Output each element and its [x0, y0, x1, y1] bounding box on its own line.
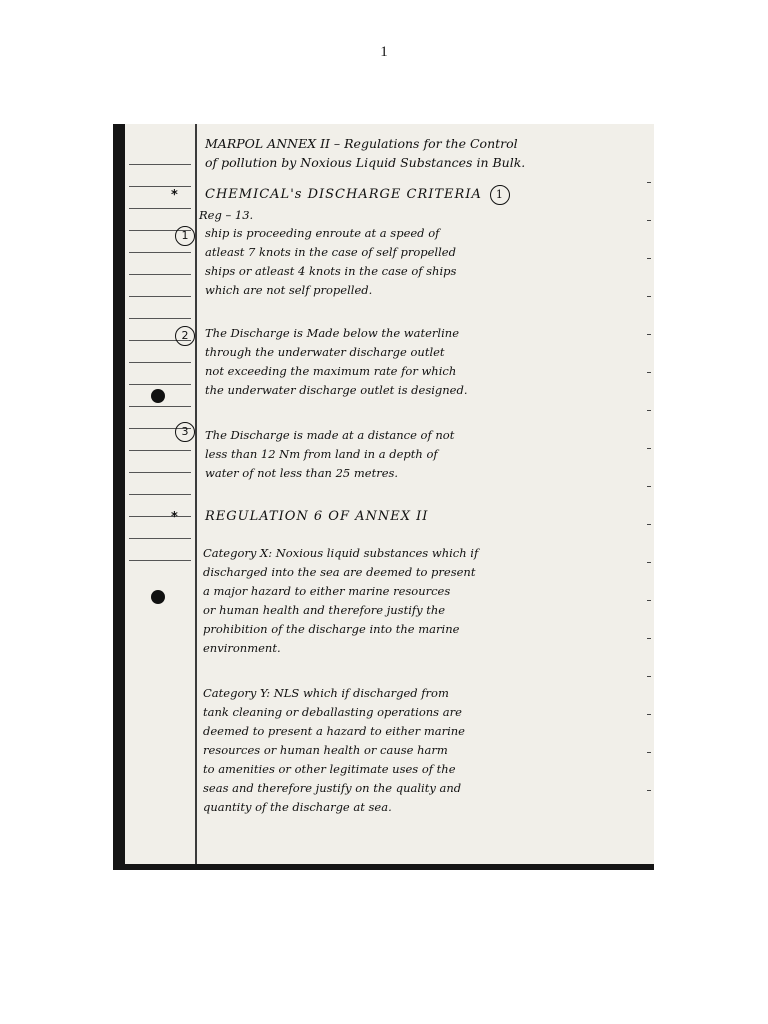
criterion-line: The Discharge is Made below the waterline [205, 326, 459, 340]
regulation-6-heading: REGULATION 6 OF ANNEX II [205, 509, 429, 524]
criterion-line: less than 12 Nm from land in a depth of [205, 447, 438, 461]
margin-rule [129, 516, 191, 517]
category-x [203, 544, 641, 658]
criterion-line: ships or atleast 4 knots in the case of ships [205, 264, 457, 278]
margin-rule [129, 472, 191, 473]
margin-rule [129, 384, 191, 385]
margin-rule [129, 274, 191, 275]
heading-text: CHEMICAL's DISCHARGE CRITERIA [205, 187, 482, 202]
right-tick [647, 638, 651, 639]
right-tick [647, 334, 651, 335]
criterion-line: The Discharge is made at a distance of not [205, 428, 455, 442]
right-tick [647, 524, 651, 525]
right-tick [647, 714, 651, 715]
margin-rule [129, 560, 191, 561]
category-x-line: or human health and therefore justify the [203, 603, 446, 617]
category-x-line: a major hazard to either marine resources [203, 584, 451, 598]
margin-rule [129, 252, 191, 253]
category-y-line: quantity of the discharge at sea. [203, 800, 392, 814]
photo-edge-left [113, 124, 125, 870]
circled-number: 3 [175, 422, 195, 442]
right-tick [647, 676, 651, 677]
circled-number: 2 [175, 326, 195, 346]
reg-ref-block [199, 206, 637, 225]
category-y-line: tank cleaning or deballasting operations are [203, 705, 462, 719]
category-x-line: discharged into the sea are deemed to present [203, 565, 476, 579]
margin-rule [129, 208, 191, 209]
criterion-line: through the underwater discharge outlet [205, 345, 445, 359]
criterion-line: not exceeding the maximum rate for which [205, 364, 457, 378]
binder-hole [151, 590, 165, 604]
criterion-line: the underwater discharge outlet is designed. [205, 383, 468, 397]
asterisk-bullet: * [171, 510, 178, 525]
category-x-line: environment. [203, 641, 281, 655]
right-tick [647, 258, 651, 259]
heading-block [205, 180, 643, 206]
margin-rule [129, 494, 191, 495]
margin-rule [129, 406, 191, 407]
notebook-photo [113, 124, 654, 870]
circled-number: 1 [175, 226, 195, 246]
category-y-line: Category Y: NLS which if discharged from [203, 686, 449, 700]
heading-circled-number: 1 [490, 185, 510, 205]
category-y-line: deemed to present a hazard to either marine [203, 724, 465, 738]
title-block [205, 134, 643, 172]
right-tick [647, 448, 651, 449]
criterion-line: ship is proceeding enroute at a speed of [205, 226, 440, 240]
criterion-line: water of not less than 25 metres. [205, 466, 399, 480]
category-y-line: seas and therefore justify on the quality and [203, 781, 462, 795]
right-tick [647, 372, 651, 373]
margin-rule [129, 164, 191, 165]
margin-rule [129, 296, 191, 297]
asterisk-bullet: * [171, 188, 178, 203]
criterion-3 [205, 426, 643, 483]
margin-rule [129, 450, 191, 451]
margin-rule [129, 362, 191, 363]
criterion-2 [205, 324, 643, 400]
page-number: 1 [380, 44, 388, 60]
criterion-line: atleast 7 knots in the case of self propelled [205, 245, 456, 259]
right-tick [647, 562, 651, 563]
criterion-1 [205, 224, 643, 300]
right-tick [647, 752, 651, 753]
category-y-line: resources or human health or cause harm [203, 743, 448, 757]
right-tick [647, 600, 651, 601]
regulation-6-heading-block [205, 502, 643, 528]
margin-rule [129, 186, 191, 187]
margin-rule [129, 538, 191, 539]
margin-rule [129, 318, 191, 319]
category-y [203, 684, 641, 817]
criterion-line: which are not self propelled. [205, 283, 373, 297]
discharge-criteria-heading [205, 184, 643, 206]
category-x-line: prohibition of the discharge into the marine [203, 622, 460, 636]
title-line-1: MARPOL ANNEX II – Regulations for the Control [205, 136, 518, 151]
right-tick [647, 182, 651, 183]
right-tick [647, 410, 651, 411]
category-y-line: to amenities or other legitimate uses of the [203, 762, 456, 776]
binder-hole [151, 389, 165, 403]
right-tick [647, 790, 651, 791]
margin-line [195, 124, 197, 864]
reg-ref: Reg – 13. [199, 208, 254, 222]
right-tick [647, 220, 651, 221]
right-tick [647, 486, 651, 487]
category-x-line: Category X: Noxious liquid substances which if [203, 546, 479, 560]
photo-edge-bottom [113, 864, 654, 870]
title-line-2: of pollution by Noxious Liquid Substances in Bulk. [205, 155, 526, 170]
right-tick [647, 296, 651, 297]
